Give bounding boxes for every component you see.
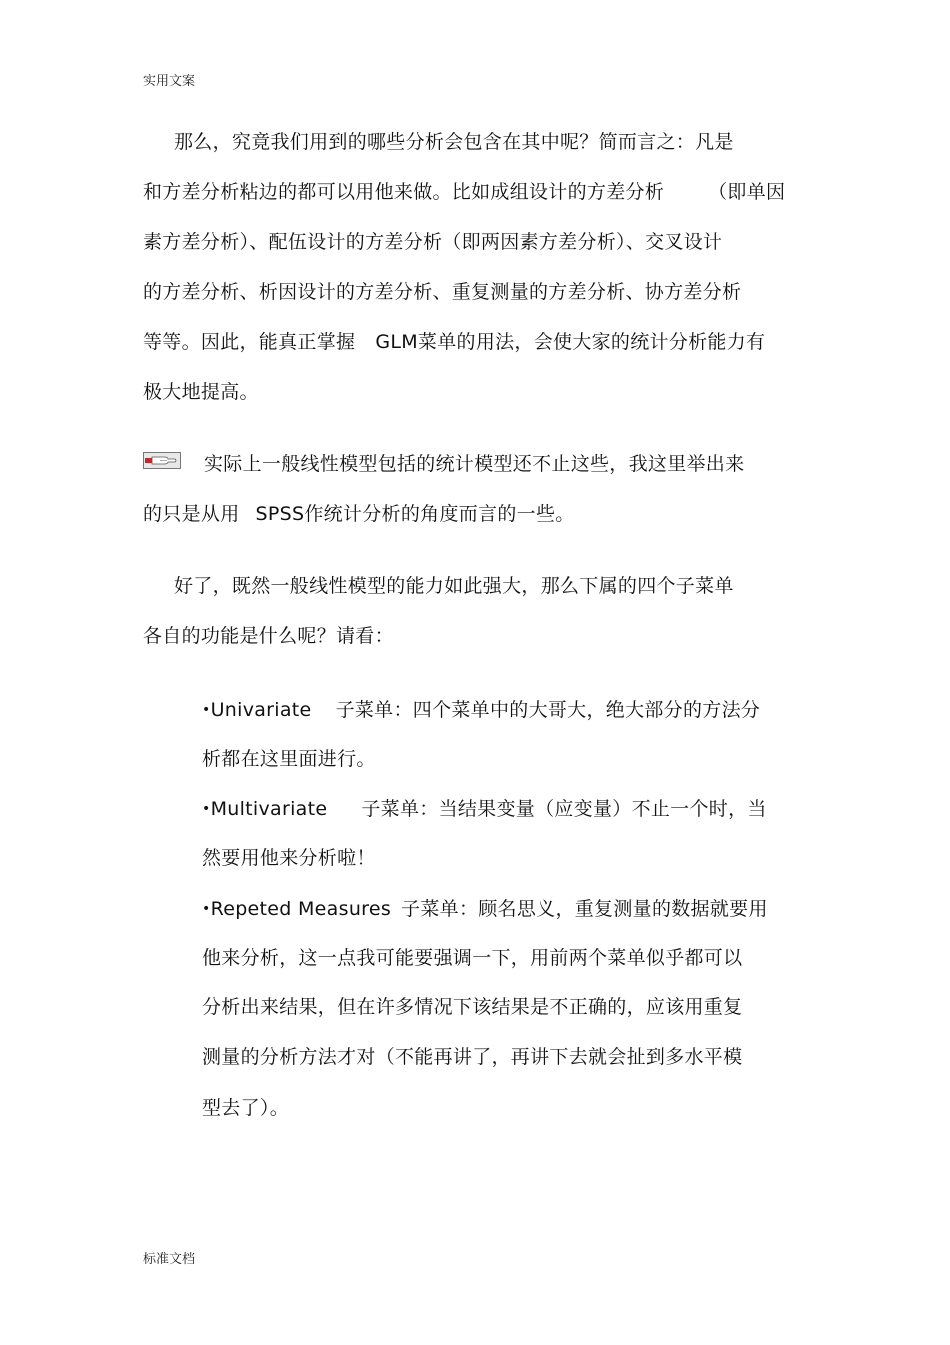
text-line: 素方差分析）、配伍设计的方差分析（即两因素方差分析）、交叉设计 bbox=[143, 231, 723, 253]
text-span: 子菜单：四个菜单中的大哥大，绝大部分的方法分 bbox=[335, 699, 761, 721]
pointing-hand-icon-graphic bbox=[144, 453, 180, 468]
text-line: 他来分析，这一点我可能要强调一下，用前两个菜单似乎都可以 bbox=[202, 947, 743, 969]
text-line: 那么，究竟我们用到的哪些分析会包含在其中呢？简而言之：凡是 bbox=[174, 131, 734, 153]
bullet-dot: • bbox=[202, 901, 211, 917]
text-line bbox=[143, 329, 765, 355]
text-span: 等等。因此，能真正掌握 bbox=[143, 331, 356, 353]
submenu-name: Multivariate bbox=[210, 798, 328, 820]
text-span: 的只是从用 bbox=[143, 503, 240, 525]
text-line bbox=[143, 501, 575, 527]
text-span: SPSS作统计分析的角度而言的一些。 bbox=[255, 503, 575, 525]
text-line: 各自的功能是什么呢？请看： bbox=[143, 625, 394, 647]
submenu-name: Repeted Measures bbox=[210, 898, 392, 920]
text-span: 子菜单：当结果变量（应变量）不止一个时，当 bbox=[361, 798, 767, 820]
text-line: 测量的分析方法才对（不能再讲了，再讲下去就会扯到多水平模 bbox=[202, 1046, 743, 1068]
text-line: 实际上一般线性模型包括的统计模型还不止这些，我这里举出来 bbox=[204, 453, 745, 475]
bullet-dot: • bbox=[202, 801, 211, 817]
page-header: 实用文案 bbox=[143, 74, 196, 89]
text-line: 然要用他来分析啦！ bbox=[202, 847, 376, 869]
text-line bbox=[202, 896, 768, 922]
text-line: 的方差分析、析因设计的方差分析、重复测量的方差分析、协方差分析 bbox=[143, 281, 742, 303]
text-span: 和方差分析粘边的都可以用他来做。比如成组设计的方差分析 bbox=[143, 181, 665, 203]
submenu-name: Univariate bbox=[210, 699, 312, 721]
text-span: （即单因 bbox=[708, 181, 786, 203]
page-footer: 标准文档 bbox=[143, 1252, 196, 1267]
text-line bbox=[202, 796, 767, 822]
text-line: 分析出来结果，但在许多情况下该结果是不正确的，应该用重复 bbox=[202, 996, 743, 1018]
text-span: GLM菜单的用法，会使大家的统计分析能力有 bbox=[375, 331, 766, 353]
text-line: 析都在这里面进行。 bbox=[202, 748, 376, 770]
text-line: 型去了）。 bbox=[202, 1097, 290, 1119]
pointing-hand-icon bbox=[143, 452, 181, 469]
text-line: 极大地提高。 bbox=[143, 381, 259, 403]
text-line bbox=[202, 697, 760, 723]
text-line bbox=[143, 179, 785, 205]
text-line: 好了，既然一般线性模型的能力如此强大，那么下属的四个子菜单 bbox=[174, 575, 734, 597]
text-span: 子菜单：顾名思义，重复测量的数据就要用 bbox=[401, 898, 768, 920]
bullet-dot: • bbox=[202, 702, 211, 718]
